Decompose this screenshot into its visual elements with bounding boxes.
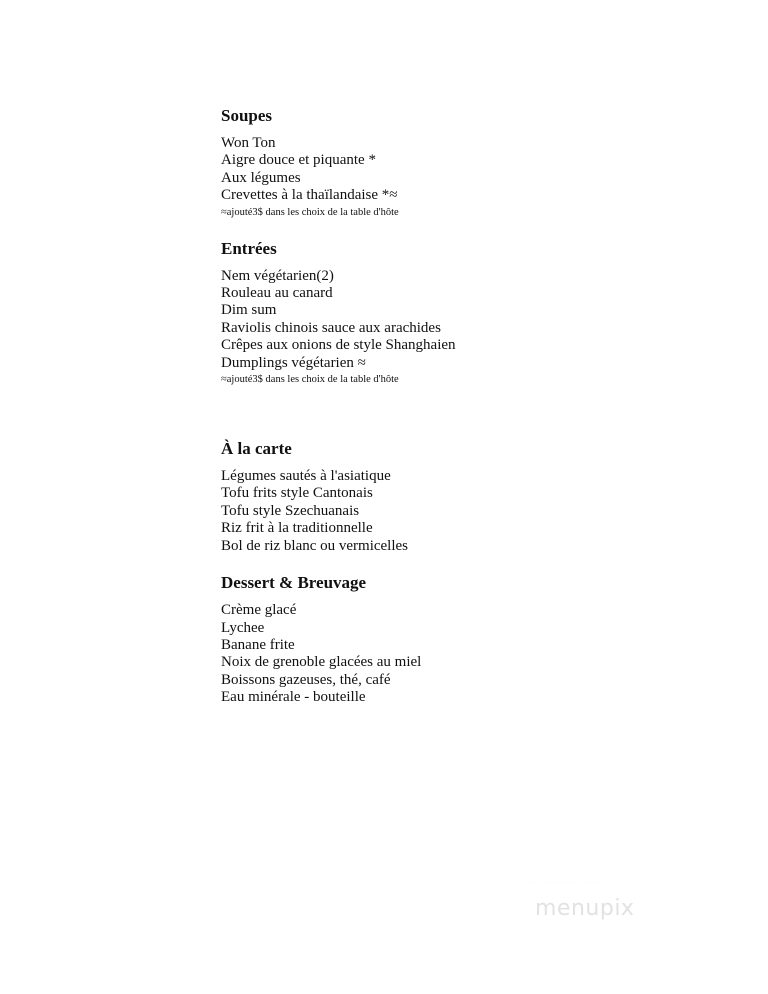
menu-item: Crêpes aux onions de style Shanghaien bbox=[221, 337, 456, 354]
menu-item: Riz frit à la traditionnelle bbox=[221, 520, 373, 537]
menu-item: Tofu frits style Cantonais bbox=[221, 485, 373, 502]
watermark-tagline-decoration: · · · · · · · · · · · · · · · · bbox=[530, 879, 599, 887]
menu-item: Aigre douce et piquante * bbox=[221, 152, 376, 169]
menu-item: Dim sum bbox=[221, 302, 277, 319]
menu-item: Rouleau au canard bbox=[221, 285, 333, 302]
item-list-soupes bbox=[221, 135, 701, 205]
menupix-watermark-logo: menupix bbox=[535, 896, 635, 921]
menu-item: Nem végétarien(2) bbox=[221, 267, 334, 284]
menu-item: Dumplings végétarien ≈ bbox=[221, 354, 366, 371]
menu-item: Won Ton bbox=[221, 135, 276, 151]
section-entrees bbox=[221, 237, 701, 387]
menu-page bbox=[221, 104, 701, 707]
menu-item: Raviolis chinois sauce aux arachides bbox=[221, 319, 441, 336]
menu-item: Bol de riz blanc ou vermicelles bbox=[221, 537, 409, 554]
item-list-a-la-carte bbox=[221, 468, 701, 555]
menu-item: Crevettes à la thaïlandaise *≈ bbox=[221, 187, 398, 204]
section-title-entrees: Entrées bbox=[221, 238, 277, 258]
item-list-dessert-breuvage bbox=[221, 602, 701, 706]
section-title-soupes: Soupes bbox=[221, 106, 273, 125]
section-dessert-breuvage bbox=[221, 571, 701, 706]
item-list-entrees bbox=[221, 268, 701, 372]
section-soupes bbox=[221, 104, 701, 220]
menu-item: Boissons gazeuses, thé, café bbox=[221, 671, 391, 688]
menu-item: Aux légumes bbox=[221, 169, 301, 186]
menu-item: Lychee bbox=[221, 619, 265, 636]
menu-item: Tofu style Szechuanais bbox=[221, 502, 360, 519]
menu-item: Crème glacé bbox=[221, 602, 297, 619]
section-a-la-carte bbox=[221, 437, 701, 555]
menu-item: Légumes sautés à l'asiatique bbox=[221, 468, 391, 485]
menu-item: Noix de grenoble glacées au miel bbox=[221, 654, 422, 671]
section-title-a-la-carte: À la carte bbox=[221, 439, 292, 459]
section-title-dessert-breuvage: Dessert & Breuvage bbox=[221, 573, 367, 593]
supplement-note-entrees: ≈ajouté3$ dans les choix de la table d'hôte bbox=[221, 374, 399, 386]
menu-item: Eau minérale - bouteille bbox=[221, 689, 366, 706]
supplement-note-soupes: ≈ajouté3$ dans les choix de la table d'hôte bbox=[221, 206, 399, 218]
menu-item: Banane frite bbox=[221, 636, 295, 653]
